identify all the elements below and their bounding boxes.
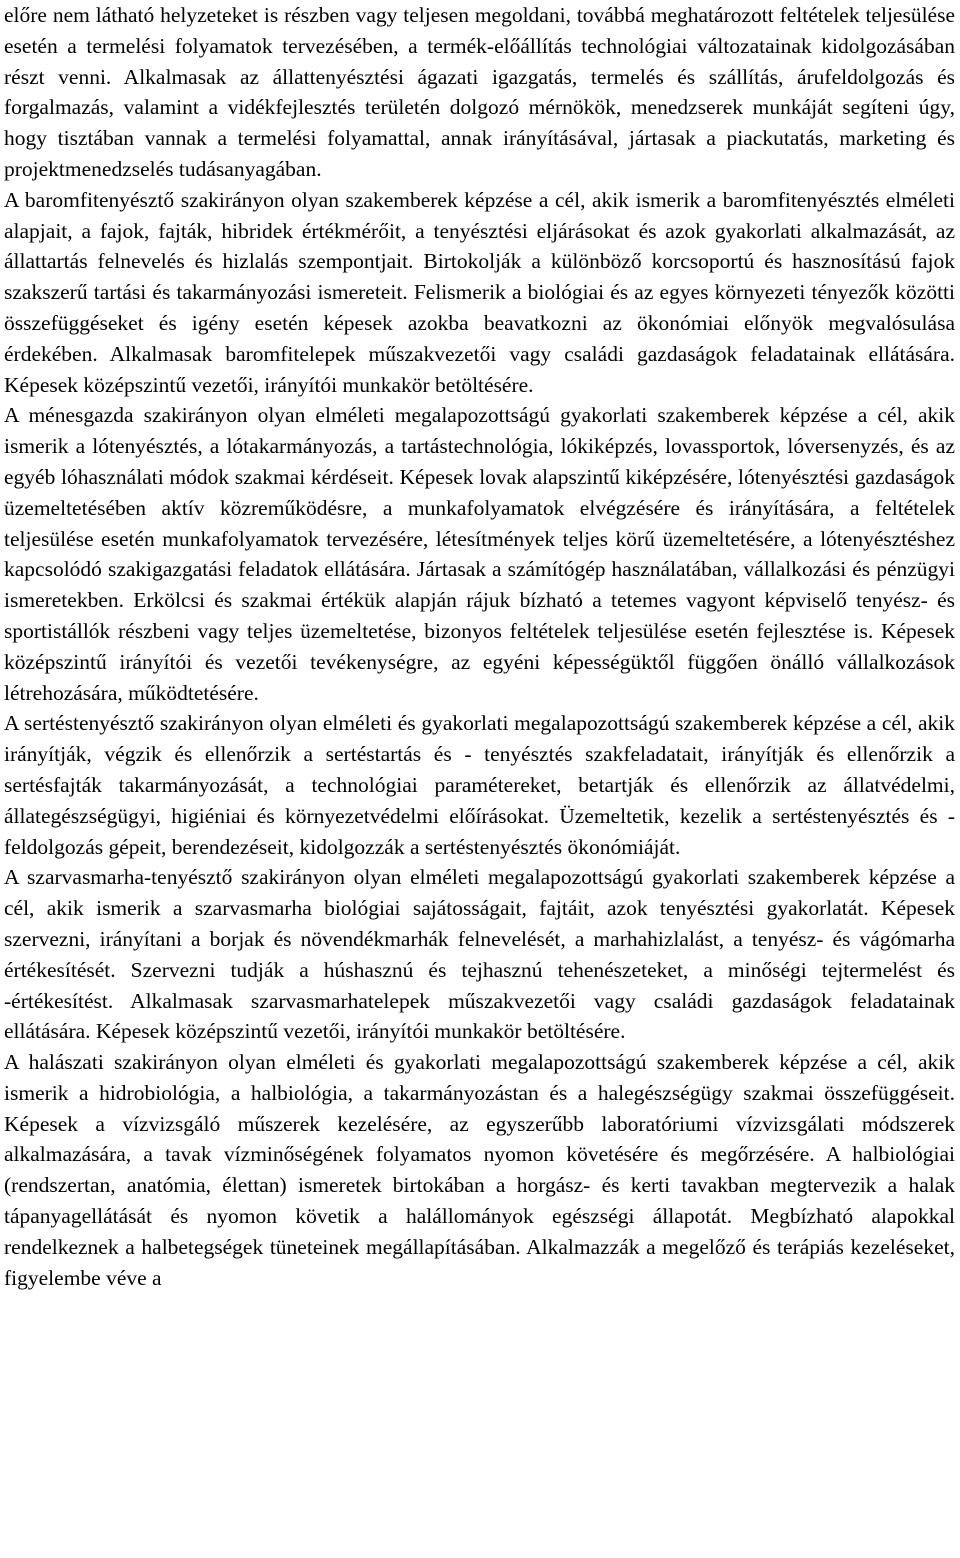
- paragraph-fishery: A halászati szakirányon olyan elméleti és gyakorlati megalapozottságú szakemberek képzése a cél, akik ismerik a hidrobiológia, a halbiológia, a takarmányozástan és a halegészségügy szakmai összefüggéseit. Képesek a vízvizsgáló műszerek kezelésére, az egyszerűbb laboratóriumi vízvizsgálati módszerek alkalmazására, a tavak vízminőségének folyamatos nyomon követésére és megőrzésére. A halbiológiai (rendszertan, anatómia, élettan) ismeretek birtokában a horgász- és kerti tavakban megtervezik a halak tápanyagellátását és nyomon követik a halállományok egészségi állapotát. Megbízható alapokkal rendelkeznek a halbetegségek tüneteinek megállapításában. Alkalmazzák a megelőző és terápiás kezeléseket, figyelembe véve a: [4, 1050, 955, 1290]
- paragraph-cattle-breeding: A szarvasmarha-tenyésztő szakirányon olyan elméleti megalapozottságú gyakorlati szakemberek képzése a cél, akik ismerik a szarvasmarha biológiai sajátosságait, fajtáit, azok tenyésztési gyakorlatát. Képesek szervezni, irányítani a borjak és növendékmarhák felnevelését, a marhahizlalást, a tenyész- és vágómarha értékesítését. Szervezni tudják a húshasznú és tejhasznú tehenészeteket, a minőségi tejtermelést és -értékesítést. Alkalmasak szarvasmarhatelepek műszakvezetői vagy családi gazdaságok feladatainak ellátására. Képesek középszintű vezetői, irányítói munkakör betöltésére.: [4, 865, 955, 1044]
- paragraph-intro-continuation: előre nem látható helyzeteket is részben vagy teljesen megoldani, továbbá meghatározott feltételek teljesülése esetén a termelési folyamatok tervezésében, a termék-előállítás technológiai változatainak kidolgozásában részt venni. Alkalmasak az állattenyésztési ágazati igazgatás, termelés és szállítás, árufeldolgozás és forgalmazás, valamint a vidékfejlesztés területén dolgozó mérnökök, menedzserek munkáját segíteni úgy, hogy tisztában vannak a termelési folyamattal, annak irányításával, jártasak a piackutatás, marketing és projektmenedzselés tudásanyagában.: [4, 3, 955, 181]
- paragraph-pig-breeding: A sertéstenyésztő szakirányon olyan elméleti és gyakorlati megalapozottságú szakemberek képzése a cél, akik irányítják, végzik és ellenőrzik a sertéstartás és - tenyésztés szakfeladatait, irányítják és ellenőrzik a sertésfajták takarmányozását, a technológiai paramétereket, betartják és ellenőrzik az állatvédelmi, állategészségügyi, higiéniai és környezetvédelmi előírásokat. Üzemeltetik, kezelik a sertéstenyésztés és - feldolgozás gépeit, berendezéseit, kidolgozzák a sertéstenyésztés ökonómiáját.: [4, 711, 955, 859]
- paragraph-poultry-breeding: A baromfitenyésztő szakirányon olyan szakemberek képzése a cél, akik ismerik a baromfitenyésztés elméleti alapjait, a fajok, fajták, hibridek értékmérőit, a tenyésztési eljárásokat és azok gyakorlati alkalmazását, az állattartás felnevelés és hizlalás szempontjait. Birtokolják a különböző korcsoportú és hasznosítású fajok szakszerű tartási és takarmányozási ismereteit. Felismerik a biológiai és az egyes környezeti tényezők közötti összefüggéseket és igény esetén képesek azokba beavatkozni az ökonómiai előnyök megvalósulása érdekében. Alkalmasak baromfitelepek műszakvezetői vagy családi gazdaságok feladatainak ellátására. Képesek középszintű vezetői, irányítói munkakör betöltésére.: [4, 187, 955, 397]
- paragraph-stud-master: A ménesgazda szakirányon olyan elméleti megalapozottságú gyakorlati szakemberek képzése a cél, akik ismerik a lótenyésztés, a lótakarmányozás, a tartástechnológia, lókiképzés, lovassportok, lóversenyzés, és az egyéb lóhasználati módok szakmai kérdéseit. Képesek lovak alapszintű kiképzésére, lótenyésztési gazdaságok üzemeltetésében aktív közreműködésre, a munkafolyamatok elvégzésére és irányítására, a feltételek teljesülése esetén munkafolyamatok tervezésére, létesítmények teljes körű üzemeltetésére, a lótenyésztéshez kapcsolódó szakigazgatási feladatok ellátására. Jártasak a számítógép használatában, vállalkozási és pénzügyi ismeretekben. Erkölcsi és szakmai értékük alapján rájuk bízható a tetemes vagyont képviselő tenyész- és sportistállók részbeni vagy teljes üzemeltetése, bizonyos feltételek teljesülése esetén fejlesztése is. Képesek középszintű irányítói és vezetői tevékenységre, az egyéni képességüktől függően önálló vállalkozások létrehozására, működtetésére.: [4, 403, 955, 705]
